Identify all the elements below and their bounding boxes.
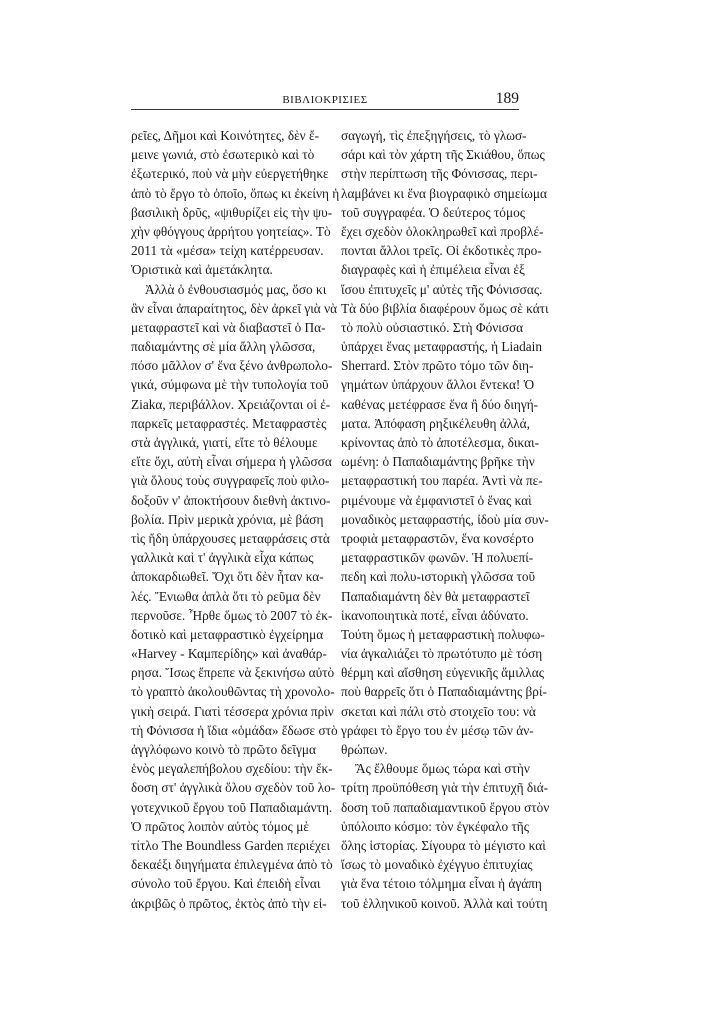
text-line: μοναδικὸς μεταφραστής, ἰδοὺ μία συν- (341, 511, 549, 527)
text-line: βολία. Πρὶν μερικὰ χρόνια, μὲ βάση (131, 511, 324, 527)
text-line: Τούτη ὅμως ἡ μεταφραστικὴ πολυφω- (341, 626, 545, 642)
text-line: σκεται καὶ πάλι στὸ στοιχεῖο του: νὰ (341, 703, 536, 719)
text-line: Ἀλλὰ ὁ ἐνθουσιασμός μας, ὅσο κι (145, 281, 327, 297)
text-line: ἱκανοποιητικὰ ποτέ, εἶναι ἀδύνατο. (341, 607, 529, 623)
text-line: ἑνὸς μεγαλεπήβολου σχεδίου: τὴν ἔκ- (131, 761, 333, 777)
text-line: τίτλο The Boundless Garden περιέχει (131, 837, 331, 853)
running-header (131, 86, 519, 106)
text-line: θρώπων. (341, 742, 388, 757)
text-line: ποὺ θαρρεῖς ὅτι ὁ Παπαδιαμάντης βρί- (341, 684, 547, 700)
text-line: ματα. Ἀπόφαση ρηξικέλευθη ἀλλά, (341, 415, 530, 431)
text-line: πεδη καὶ πολυ-ιστορικὴ γλῶσσα τοῦ (341, 569, 536, 585)
text-line: τὸ γραπτὸ ἀκολουθῶντας τὴ χρονολο- (131, 684, 335, 700)
text-line: γικά, σύμφωνα μὲ τὴν τυπολογία τοῦ (131, 377, 329, 393)
text-line: τρίτη προϋπόθεση γιὰ τὴν ἐπιτυχῆ διά- (341, 780, 549, 796)
text-line: ἀγγλόφωνο κοινὸ τὸ πρῶτο δεῖγμα (131, 742, 316, 757)
text-line: δοτικὸ καὶ μεταφραστικὸ ἐγχείρημα (131, 626, 324, 642)
text-line: γιὰ ὅλους τοὺς συγγραφεῖς ποὺ φιλο- (131, 473, 330, 489)
text-line: ἀπὸ τὸ ἔργο τὸ ὁποῖο, ὅπως κι ἐκείνη ἡ (131, 185, 340, 201)
text-line: σαγωγή, τὶς ἐπεξηγήσεις, τὸ γλωσ- (341, 128, 527, 143)
text-line: μεταφραστεῖ καὶ νὰ διαβαστεῖ ὁ Πα- (131, 319, 326, 335)
text-line: γράφει τὸ ἔργο του ἐν μέσῳ τῶν ἀν- (341, 722, 534, 738)
text-line: διαγραφὲς καὶ ἡ ἐπιμέλεια εἶναι ἐξ (341, 262, 525, 278)
text-line: ἀποκαρδιωθεῖ. Ὄχι ὅτι δὲν ἦταν κα- (131, 569, 324, 585)
text-line: δοση στ' ἀγγλικὰ ὅλου σχεδὸν τοῦ λο- (131, 780, 336, 796)
text-line: γοτεχνικοῦ ἔργου τοῦ Παπαδιαμάντη. (131, 799, 333, 815)
text-line: πονται ἄλλοι τρεῖς. Οἱ ἐκδοτικὲς προ- (341, 243, 542, 259)
text-line: ὑπόλοιπο κόσμο: τὸν ἐγκέφαλο τῆς (341, 818, 530, 834)
text-line: γικὴ σειρά. Γιατὶ τέσσερα χρόνια πρὶν (131, 703, 334, 719)
text-line: εἴτε ὄχι, αὐτὴ εἶναι σήμερα ἡ γλῶσσα (131, 454, 332, 470)
text-line: μεταφραστικῶν φωνῶν. Ἡ πολυεπί- (341, 550, 534, 566)
text-line: ἔχει σχεδὸν ὁλοκληρωθεῖ καὶ προβλέ- (341, 223, 544, 239)
text-line: νία ἀγκαλιάζει τὸ πρωτότυπο μὲ τόση (341, 646, 543, 662)
text-line: Ὁ πρῶτος λοιπὸν αὐτὸς τόμος μὲ (131, 818, 309, 834)
page-number: 189 (495, 90, 519, 107)
text-line: ἐξωτερικό, ποὺ νὰ μὴν εὐεργετήθηκε (131, 166, 329, 182)
text-line: γημάτων ὑπάρχουν ἄλλοι ἔντεκα! Ὁ (341, 377, 535, 393)
text-line: τοῦ συγγραφέα. Ὁ δεύτερος τόμος (341, 204, 525, 220)
text-line: σύνολο τοῦ ἔργου. Καὶ ἐπειδὴ εἶναι (131, 876, 321, 892)
left-text-column (131, 126, 340, 913)
text-line: μεταφραστική του παρέα. Ἀντὶ νὰ πε- (341, 473, 543, 489)
text-line: στὴν περίπτωση τῆς Φόνισσας, περι- (341, 166, 538, 182)
text-line: ἂν εἶναι ἀπαραίτητος, δὲν ἀρκεῖ γιὰ νὰ (131, 300, 338, 316)
text-line: περνοῦσε. Ἦρθε ὅμως τὸ 2007 τὸ ἐκ- (131, 607, 333, 623)
text-line: Παπαδιαμάντη δὲν θὰ μεταφραστεῖ (341, 588, 530, 604)
text-line: τὴ Φόνισσα ἡ ἴδια «ὁμάδα» ἔδωσε στὸ (131, 722, 338, 738)
text-line: χὴν φθόγγους ἀρρήτου γοητείας». Τὸ (131, 223, 331, 239)
text-line: στὰ ἀγγλικά, γιατί, εἴτε τὸ θέλουμε (131, 435, 318, 450)
text-line: δεκαέξι διηγήματα ἐπιλεγμένα ἀπὸ τὸ (131, 857, 333, 873)
text-line: θέρμη καὶ αἴσθηση εὐγενικῆς ἅμιλλας (341, 665, 544, 681)
text-line: Sherrard. Στὸν πρῶτο τόμο τῶν διη- (341, 358, 534, 374)
running-title: ΒΙΒΛΙΟΚΡΙΣΙΕΣ (282, 94, 368, 106)
text-line: Ὁριστικὰ καὶ ἀμετάκλητα. (131, 262, 273, 278)
text-line: ρησα. Ἴσως ἔπρεπε νὰ ξεκινήσω αὐτὸ (131, 665, 335, 681)
text-line: γιὰ ἕνα τέτοιο τόλμημα εἶναι ἡ ἀγάπη (341, 876, 542, 892)
text-line: «Harvey - Καμπερίδης» καὶ ἀναθάρ- (131, 646, 327, 662)
text-line: λαμβάνει κι ἕνα βιογραφικὸ σημείωμα (341, 185, 547, 201)
text-line: γαλλικὰ καὶ τ' ἀγγλικὰ εἶχα κάπως (131, 550, 314, 566)
text-line: πόσο μᾶλλον σ' ἕνα ξένο ἀνθρωπολο- (131, 358, 333, 374)
text-line: μεινε γωνιά, στὸ ἐσωτερικὸ καὶ τὸ (131, 147, 315, 163)
text-line: δοξοῦν ν' ἀποκτήσουν διεθνὴ ἀκτινο- (131, 492, 331, 508)
text-line: βασιλικὴ δρῦς, «ψιθυρίζει εἰς τὴν ψυ- (131, 204, 333, 220)
text-line: ὅλης ἱστορίας. Σίγουρα τὸ μέγιστο καὶ (341, 837, 546, 853)
text-line: κρίνοντας ἀπὸ τὸ ἀποτέλεσμα, δικαι- (341, 435, 540, 450)
right-text-column (341, 126, 550, 913)
text-line: παρκεῖς μεταφραστές. Μεταφραστὲς (131, 415, 327, 431)
text-line: ωμένη: ὁ Παπαδιαμάντης βρῆκε τὴν (341, 454, 535, 470)
text-line: Ἂς ἔλθουμε ὅμως τώρα καὶ στὴν (355, 761, 530, 777)
text-line: τροφιὰ μεταφραστῶν, ἕνα κονσέρτο (341, 530, 534, 546)
text-line: καθένας μετέφρασε ἕνα ἢ δύο διηγή- (341, 396, 539, 412)
text-line: ἴσου ἐπιτυχεῖς μ' αὐτὲς τῆς Φόνισσας. (341, 281, 543, 297)
text-line: τὸ πολὺ οὐσιαστικό. Στὴ Φόνισσα (341, 319, 524, 335)
text-line: λές. Ἔνιωθα ἁπλὰ ὅτι τὸ ρεῦμα δὲν (131, 588, 321, 604)
text-line: σάρι καὶ τὸν χάρτη τῆς Σκιάθου, ὅπως (341, 147, 545, 163)
text-line: ἀκριβῶς ὁ πρῶτος, ἐκτὸς ἀπὸ τὴν εἰ- (131, 895, 327, 911)
text-line: ριμένουμε νὰ ἐμφανιστεῖ ὁ ἕνας καὶ (341, 492, 532, 508)
text-line: δοση τοῦ παπαδιαμαντικοῦ ἔργου στὸν (341, 799, 550, 815)
text-line: τὶς ἤδη ὑπάρχουσες μεταφράσεις στὰ (131, 530, 330, 546)
text-line: 2011 τὰ «μέσα» τείχη κατέρρευσαν. (131, 243, 324, 259)
text-line: παδιαμάντης σὲ μία ἄλλη γλῶσσα, (131, 339, 316, 355)
text-line: Τὰ δύο βιβλία διαφέρουν ὅμως σὲ κάτι (341, 300, 549, 316)
text-line: ρεῖες, Δῆμοι καὶ Κοινότητες, δὲν ἔ- (131, 128, 320, 143)
text-line: ὑπάρχει ἕνας μεταφραστής, ἡ Liadain (341, 339, 543, 355)
text-line: Ziakα, περιβάλλον. Χρειάζονται οἱ ἐ- (131, 396, 331, 412)
text-line: ἴσως τὸ μοναδικὸ ἐχέγγυο ἐπιτυχίας (341, 857, 533, 873)
header-rule (131, 109, 519, 110)
text-line: τοῦ ἑλληνικοῦ κοινοῦ. Ἀλλὰ καὶ τούτη (341, 895, 548, 911)
